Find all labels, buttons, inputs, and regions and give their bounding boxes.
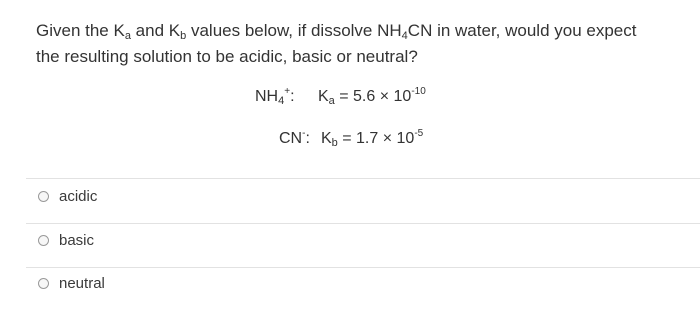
- nh4-subscript: 4: [401, 30, 408, 42]
- option-label-acidic: acidic: [59, 188, 98, 205]
- question-line-2: the resulting solution to be acidic, basic or neutral?: [36, 47, 418, 66]
- ka-value: [318, 88, 426, 106]
- option-divider: [26, 178, 700, 179]
- question-text-part: CN in water, would you expect: [407, 21, 637, 40]
- radio-button-acidic[interactable]: [38, 191, 49, 202]
- option-acidic[interactable]: [38, 188, 97, 205]
- k-subscript: a: [328, 95, 335, 107]
- ion-symbol: NH: [255, 88, 279, 105]
- k-symbol: K: [321, 130, 332, 147]
- ion-charge: -: [302, 128, 306, 139]
- ion-colon: :: [305, 130, 310, 147]
- option-neutral[interactable]: [38, 275, 105, 292]
- k-number: = 5.6 × 10: [334, 88, 412, 105]
- cyanide-ion: [279, 130, 310, 148]
- question-text-part: values below, if dissolve NH: [186, 21, 402, 40]
- k-number: = 1.7 × 10: [337, 130, 415, 147]
- question-text-part: Given the K: [36, 21, 125, 40]
- kb-value: [321, 130, 423, 148]
- option-basic[interactable]: [38, 232, 94, 249]
- k-symbol: K: [318, 88, 329, 105]
- radio-button-basic[interactable]: [38, 235, 49, 246]
- ion-charge: +: [284, 86, 291, 97]
- option-divider: [26, 223, 700, 224]
- k-exponent: -5: [414, 128, 424, 139]
- ion-symbol: CN: [279, 130, 303, 147]
- question-text: [36, 18, 686, 70]
- kb-subscript: b: [180, 30, 187, 42]
- ammonium-ion: [255, 88, 295, 106]
- option-divider: [26, 267, 700, 268]
- question-text-part: and K: [130, 21, 181, 40]
- k-exponent: -10: [411, 86, 426, 97]
- ion-subscript: 4: [278, 95, 285, 107]
- question-line-1: [36, 18, 686, 44]
- k-subscript: b: [331, 137, 338, 149]
- ion-colon: :: [290, 88, 295, 105]
- ka-subscript: a: [124, 30, 131, 42]
- option-label-neutral: neutral: [59, 275, 105, 292]
- option-label-basic: basic: [59, 232, 95, 249]
- radio-button-neutral[interactable]: [38, 278, 49, 289]
